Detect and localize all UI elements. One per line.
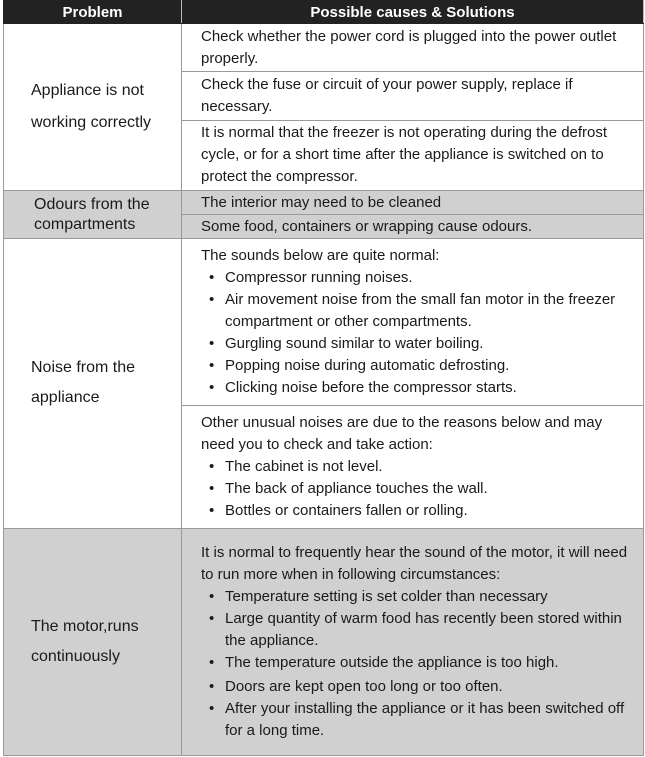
solution-intro: It is normal to frequently hear the sound of the motor, it will need to run more when in following circumstances:	[201, 543, 628, 583]
solution-cell	[182, 528, 644, 755]
table-row	[4, 190, 644, 214]
solution-cell	[182, 406, 644, 529]
problem-cell: Odours from the compartments	[4, 190, 182, 238]
problem-cell: Appliance is not working correctly	[4, 24, 182, 191]
solution-cell: It is normal that the freezer is not operating during the defrost cycle, or for a short time after the appliance is switched on to protect the compressor.	[182, 120, 644, 190]
header-solutions: Possible causes & Solutions	[182, 1, 644, 24]
table-row	[4, 528, 644, 755]
troubleshooting-table	[3, 0, 644, 756]
list-item: • Gurgling sound similar to water boiling.	[221, 333, 633, 355]
bullet-list	[201, 267, 633, 399]
list-item: • Temperature setting is set colder than necessary	[221, 586, 633, 608]
header-problem: Problem	[4, 1, 182, 24]
bullet-list	[201, 586, 633, 742]
list-item: • Clicking noise before the compressor starts.	[221, 377, 633, 399]
list-item: • Bottles or containers fallen or rolling.	[221, 500, 633, 522]
solution-intro: Other unusual noises are due to the reasons below and may need you to check and take action:	[201, 413, 603, 453]
list-item: • The temperature outside the appliance is too high.	[221, 652, 633, 674]
list-item: • Popping noise during automatic defrosting.	[221, 355, 633, 377]
list-item: • The cabinet is not level.	[221, 456, 633, 478]
solution-cell	[182, 239, 644, 406]
list-item: • Doors are kept open too long or too often.	[221, 676, 633, 698]
list-item: • Compressor running noises.	[221, 267, 633, 289]
table-row	[4, 239, 644, 406]
bullet-list	[201, 456, 633, 522]
solution-cell: The interior may need to be cleaned	[182, 190, 644, 214]
solution-intro: The sounds below are quite normal:	[201, 247, 440, 265]
problem-cell: The motor,runs continuously	[4, 528, 182, 755]
list-item: • Large quantity of warm food has recently been stored within the appliance.	[221, 608, 633, 652]
solution-cell: Check the fuse or circuit of your power supply, replace if necessary.	[182, 72, 644, 120]
solution-cell: Check whether the power cord is plugged into the power outlet properly.	[182, 24, 644, 72]
list-item: • After your installing the appliance or it has been switched off for a long time.	[221, 698, 633, 742]
solution-cell: Some food, containers or wrapping cause odours.	[182, 215, 644, 239]
table-row	[4, 24, 644, 72]
table-header-row	[4, 1, 644, 24]
problem-cell: Noise from the appliance	[4, 239, 182, 529]
list-item: • The back of appliance touches the wall.	[221, 478, 633, 500]
list-item: • Air movement noise from the small fan motor in the freezer compartment or other compartments.	[221, 289, 633, 333]
